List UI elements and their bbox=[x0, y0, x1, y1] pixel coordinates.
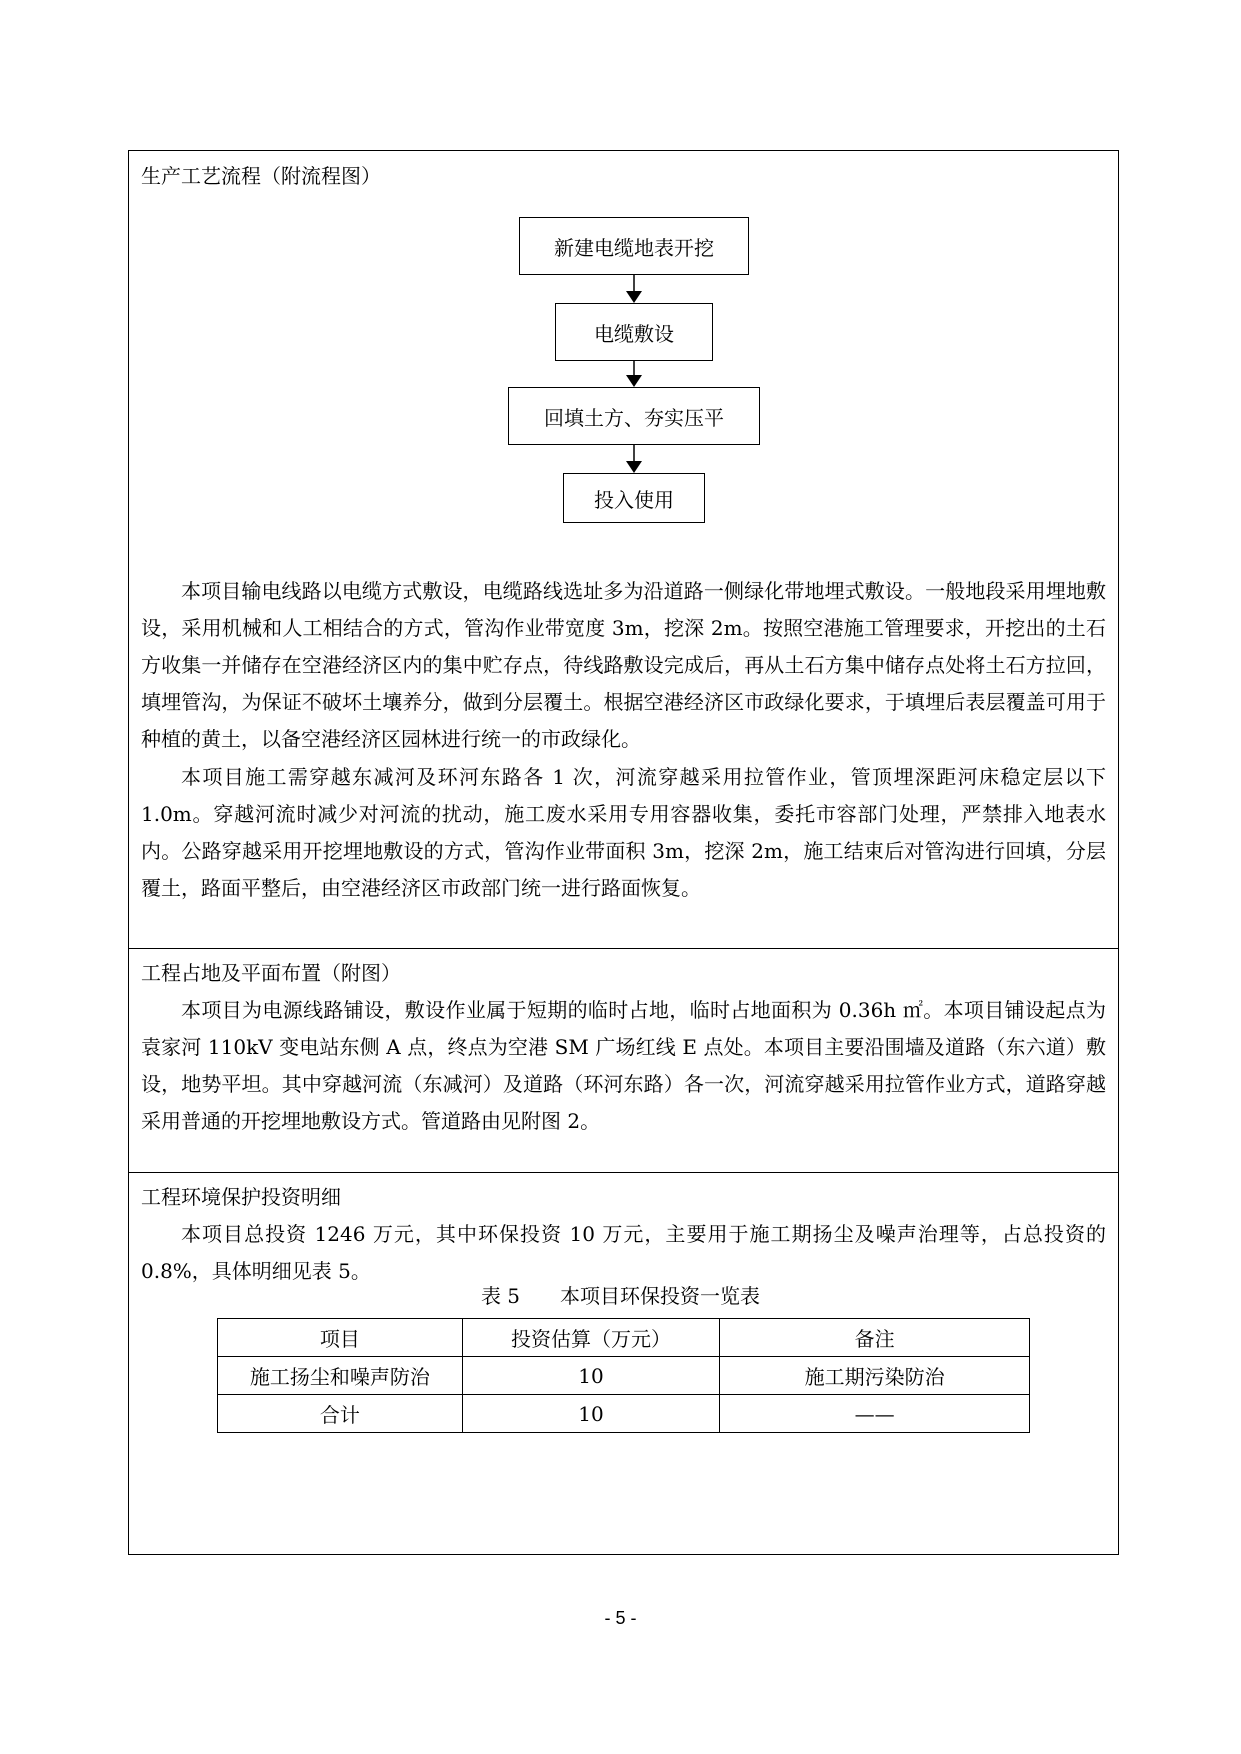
flow-step-cable-laying: 电缆敷设 bbox=[555, 303, 713, 361]
table-header-cell: 项目 bbox=[218, 1319, 463, 1357]
table-cell: 合计 bbox=[218, 1395, 463, 1433]
table-caption bbox=[0, 1283, 1241, 1309]
layout-section bbox=[129, 948, 1118, 1173]
table-header-cell: 备注 bbox=[720, 1319, 1030, 1357]
process-paragraph-1: 本项目输电线路以电缆方式敷设，电缆路线选址多为沿道路一侧绿化带地埋式敷设。一般地段采用埋地敷设，采用机械和人工相结合的方式，管沟作业带宽度 3m，挖深 2m。按照空港施工管理要求，开挖出的土石方收集一并储存在空港经济区内的集中贮存点，待线路敷设完成后，再从土石方集中储存点处将土石方拉回，填埋管沟，为保证不破坏土壤养分，做到分层覆土。根据空港经济区市政绿化要求，于填埋后表层覆盖可用于种植的黄土，以备空港经济区园林进行统一的市政绿化。 bbox=[141, 579, 1106, 751]
table-cell: —— bbox=[720, 1395, 1030, 1433]
layout-paragraph: 本项目为电源线路铺设，敷设作业属于短期的临时占地，临时占地面积为 0.36h ㎡。本项目铺设起点为袁家河 110kV 变电站东侧 A 点，终点为空港 SM 广场红线 E 点处。本项目主要沿围墙及道路（东六道）敷设，地势平坦。其中穿越河流（东减河）及道路（环河东路）各一次，河流穿越采用拉管作业方式，道路穿越采用普通的开挖埋地敷设方式。管道路由见附图 2。 bbox=[141, 998, 1106, 1133]
flow-step-excavation: 新建电缆地表开挖 bbox=[519, 217, 749, 275]
flow-arrowhead-2 bbox=[626, 375, 642, 387]
process-paragraph-2: 本项目施工需穿越东减河及环河东路各 1 次，河流穿越采用拉管作业，管顶埋深距河床稳定层以下 1.0m。穿越河流时减少对河流的扰动，施工废水采用专用容器收集，委托市容部门处理，严禁排入地表水内。公路穿越采用开挖埋地敷设的方式，管沟作业带面积 3m，挖深 2m，施工结束后对管沟进行回填，分层覆土，路面平整后，由空港经济区市政部门统一进行路面恢复。 bbox=[141, 765, 1106, 900]
investment-paragraph: 本项目总投资 1246 万元，其中环保投资 10 万元，主要用于施工期扬尘及噪声治理等，占总投资的 0.8%，具体明细见表 5。 bbox=[141, 1222, 1106, 1283]
table-row bbox=[218, 1395, 1030, 1433]
table-cell: 施工期污染防治 bbox=[720, 1357, 1030, 1395]
process-section bbox=[129, 151, 1118, 949]
investment-table bbox=[217, 1318, 1030, 1433]
investment-section-title: 工程环境保护投资明细 bbox=[141, 1185, 341, 1209]
page-number: - 5 - bbox=[604, 1608, 637, 1628]
table-caption-number: 表 5 bbox=[480, 1284, 521, 1308]
table-caption-title: 本项目环保投资一览表 bbox=[560, 1284, 761, 1308]
process-section-title: 生产工艺流程（附流程图） bbox=[141, 164, 381, 188]
table-cell: 10 bbox=[462, 1357, 720, 1395]
flow-step-in-use: 投入使用 bbox=[563, 473, 705, 523]
flow-arrowhead-1 bbox=[626, 291, 642, 303]
layout-section-title: 工程占地及平面布置（附图） bbox=[141, 961, 401, 985]
table-cell: 10 bbox=[462, 1395, 720, 1433]
table-header-cell: 投资估算（万元） bbox=[462, 1319, 720, 1357]
table-cell: 施工扬尘和噪声防治 bbox=[218, 1357, 463, 1395]
table-row bbox=[218, 1357, 1030, 1395]
flow-step-backfill: 回填土方、夯实压平 bbox=[508, 387, 760, 445]
table-header-row bbox=[218, 1319, 1030, 1357]
flow-arrowhead-3 bbox=[626, 461, 642, 473]
